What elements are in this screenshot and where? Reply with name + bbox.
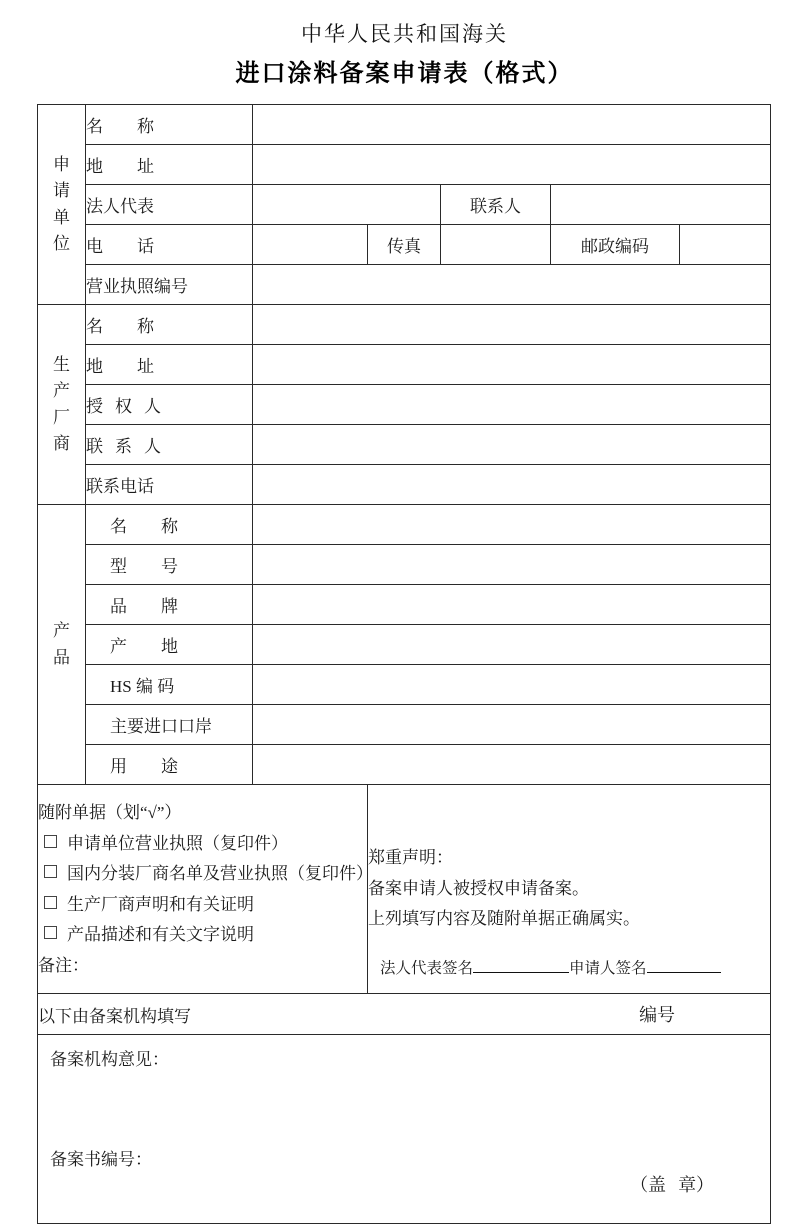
label-part: 牌 (161, 597, 178, 616)
field-label-postcode: 邮政编码 (551, 225, 680, 265)
field-label-manufacturer-name (86, 305, 253, 345)
field-input-applicant-phone[interactable] (253, 225, 368, 265)
table-row (38, 105, 771, 145)
label-part: 产 (110, 637, 127, 656)
field-label-business-license-no: 营业执照编号 (86, 265, 253, 305)
field-input-business-license-no[interactable] (253, 265, 771, 305)
field-input-hs-code[interactable] (253, 665, 771, 705)
table-row (38, 185, 771, 225)
label-part: 用 (110, 757, 127, 776)
label-part: 名 (110, 517, 127, 536)
field-label-authorized-person (86, 385, 253, 425)
field-label-hs-code: HS 编 码 (86, 665, 253, 705)
table-row (38, 1035, 771, 1224)
certificate-number-label: 备案书编号： (50, 1150, 152, 1169)
section-label-char: 产 (53, 381, 70, 401)
label-part: 话 (137, 237, 154, 256)
table-row (38, 225, 771, 265)
table-row (38, 545, 771, 585)
import-coating-registration-form (37, 104, 771, 1224)
section-label-char: 请 (53, 181, 70, 201)
form-title: 进口涂料备案申请表（格式） (235, 61, 574, 88)
checkbox-item-business-license[interactable] (38, 829, 367, 858)
field-label-fax: 传真 (368, 225, 441, 265)
form-table-wrapper (37, 104, 770, 1224)
label-part: 授 (86, 397, 103, 416)
declaration-line-1: 备案申请人被授权申请备案。 (368, 878, 589, 898)
table-row (38, 625, 771, 665)
declaration-section (368, 785, 771, 994)
label-part: 称 (137, 317, 154, 336)
field-label-product-brand (86, 585, 253, 625)
field-input-main-import-port[interactable] (253, 705, 771, 745)
field-label-applicant-name (86, 105, 253, 145)
seal-placeholder (630, 1171, 714, 1197)
table-row (38, 705, 771, 745)
agency-header-note: 以下由备案机构填写 (38, 1006, 191, 1026)
field-input-product-origin[interactable] (253, 625, 771, 665)
table-row (38, 665, 771, 705)
label-part: 品 (110, 597, 127, 616)
field-label-applicant-phone (86, 225, 253, 265)
attachments-title: 随附单据（划“√”） (38, 802, 182, 822)
table-row (38, 785, 771, 994)
declaration-title: 郑重声明： (368, 847, 453, 867)
table-row (38, 745, 771, 785)
field-label-product-model (86, 545, 253, 585)
agency-body-row (38, 1035, 771, 1224)
declaration-line-2: 上列填写内容及随附单据正确属实。 (368, 909, 640, 929)
checkbox-icon[interactable] (44, 926, 57, 939)
label-part: 号 (161, 557, 178, 576)
field-label-manufacturer-address (86, 345, 253, 385)
record-number-label: 编号 (639, 1005, 676, 1025)
checkbox-icon[interactable] (44, 835, 57, 848)
label-part: 系 (115, 437, 132, 456)
label-part: 名 (86, 117, 103, 136)
field-label-applicant-address (86, 145, 253, 185)
field-input-product-name[interactable] (253, 505, 771, 545)
field-input-applicant-address[interactable] (253, 145, 771, 185)
field-input-product-usage[interactable] (253, 745, 771, 785)
section-label-char: 申 (53, 154, 70, 174)
label-part: 人 (144, 437, 161, 456)
label-part: 址 (137, 357, 154, 376)
section-label-manufacturer (38, 305, 86, 505)
seal-part: （盖 (630, 1175, 667, 1195)
field-label-product-name (86, 505, 253, 545)
section-label-product (38, 505, 86, 785)
field-input-product-brand[interactable] (253, 585, 771, 625)
applicant-signature-field[interactable] (647, 972, 721, 973)
label-part: 人 (144, 397, 161, 416)
agency-opinion-label: 备案机构意见： (50, 1050, 169, 1069)
field-input-authorized-person[interactable] (253, 385, 771, 425)
field-input-manufacturer-address[interactable] (253, 345, 771, 385)
field-input-postcode[interactable] (680, 225, 771, 265)
label-part: 地 (86, 157, 103, 176)
label-part: 称 (137, 117, 154, 136)
table-row (38, 345, 771, 385)
document-header (0, 0, 809, 94)
seal-part: 章） (678, 1175, 715, 1195)
checkbox-icon[interactable] (44, 865, 57, 878)
field-label-contact-person: 联系人 (441, 185, 551, 225)
checkbox-label: 国内分装厂商名单及营业执照（复印件） (67, 864, 373, 884)
label-part: 址 (137, 157, 154, 176)
label-part: 地 (161, 637, 178, 656)
field-input-fax[interactable] (441, 225, 551, 265)
section-label-char: 产 (53, 621, 70, 641)
checkbox-label: 产品描述和有关文字说明 (67, 924, 254, 944)
label-part: 电 (86, 237, 103, 256)
table-row (38, 145, 771, 185)
legal-rep-signature-label: 法人代表签名 (380, 959, 474, 977)
checkbox-label: 生产厂商声明和有关证明 (67, 894, 254, 914)
field-input-manufacturer-contact[interactable] (253, 425, 771, 465)
field-label-product-origin (86, 625, 253, 665)
table-row (38, 585, 771, 625)
label-part: 联 (86, 437, 103, 456)
table-row (38, 994, 771, 1035)
checkbox-label: 申请单位营业执照（复印件） (67, 834, 288, 854)
field-label-legal-representative: 法人代表 (86, 185, 253, 225)
organization-title: 中华人民共和国海关 (301, 22, 508, 46)
label-part: 权 (115, 397, 132, 416)
label-part: 名 (86, 317, 103, 336)
section-label-char: 商 (53, 433, 70, 453)
section-label-char: 厂 (53, 407, 70, 427)
field-input-manufacturer-phone[interactable] (253, 465, 771, 505)
field-label-manufacturer-contact (86, 425, 253, 465)
field-label-product-usage (86, 745, 253, 785)
remark-label: 备注： (38, 955, 89, 975)
section-label-char: 单 (53, 207, 70, 227)
table-row (38, 385, 771, 425)
section-label-char: 位 (53, 233, 70, 253)
table-row (38, 505, 771, 545)
checkbox-item-product-description[interactable] (38, 920, 367, 949)
label-part: 型 (110, 557, 127, 576)
field-input-manufacturer-name[interactable] (253, 305, 771, 345)
attachments-section (38, 785, 373, 994)
applicant-signature-label: 申请人签名 (569, 959, 647, 977)
table-row (38, 265, 771, 305)
field-input-applicant-name[interactable] (253, 105, 771, 145)
label-part: 地 (86, 357, 103, 376)
field-input-contact-person[interactable] (551, 185, 771, 225)
section-label-char: 品 (53, 647, 70, 667)
table-row (38, 465, 771, 505)
field-label-main-import-port: 主要进口口岸 (86, 705, 253, 745)
agency-header-row (38, 994, 771, 1035)
label-part: 称 (161, 517, 178, 536)
table-row (38, 425, 771, 465)
checkbox-icon[interactable] (44, 896, 57, 909)
field-label-manufacturer-phone: 联系电话 (86, 465, 253, 505)
field-input-legal-representative[interactable] (253, 185, 441, 225)
field-input-product-model[interactable] (253, 545, 771, 585)
legal-rep-signature-field[interactable] (473, 972, 569, 973)
checkbox-item-domestic-packer-list[interactable] (38, 859, 373, 888)
checkbox-item-manufacturer-statement[interactable] (38, 890, 367, 919)
section-label-applicant (38, 105, 86, 305)
signature-row (380, 955, 721, 983)
section-label-char: 生 (53, 354, 70, 374)
table-row (38, 305, 771, 345)
label-part: 途 (161, 757, 178, 776)
